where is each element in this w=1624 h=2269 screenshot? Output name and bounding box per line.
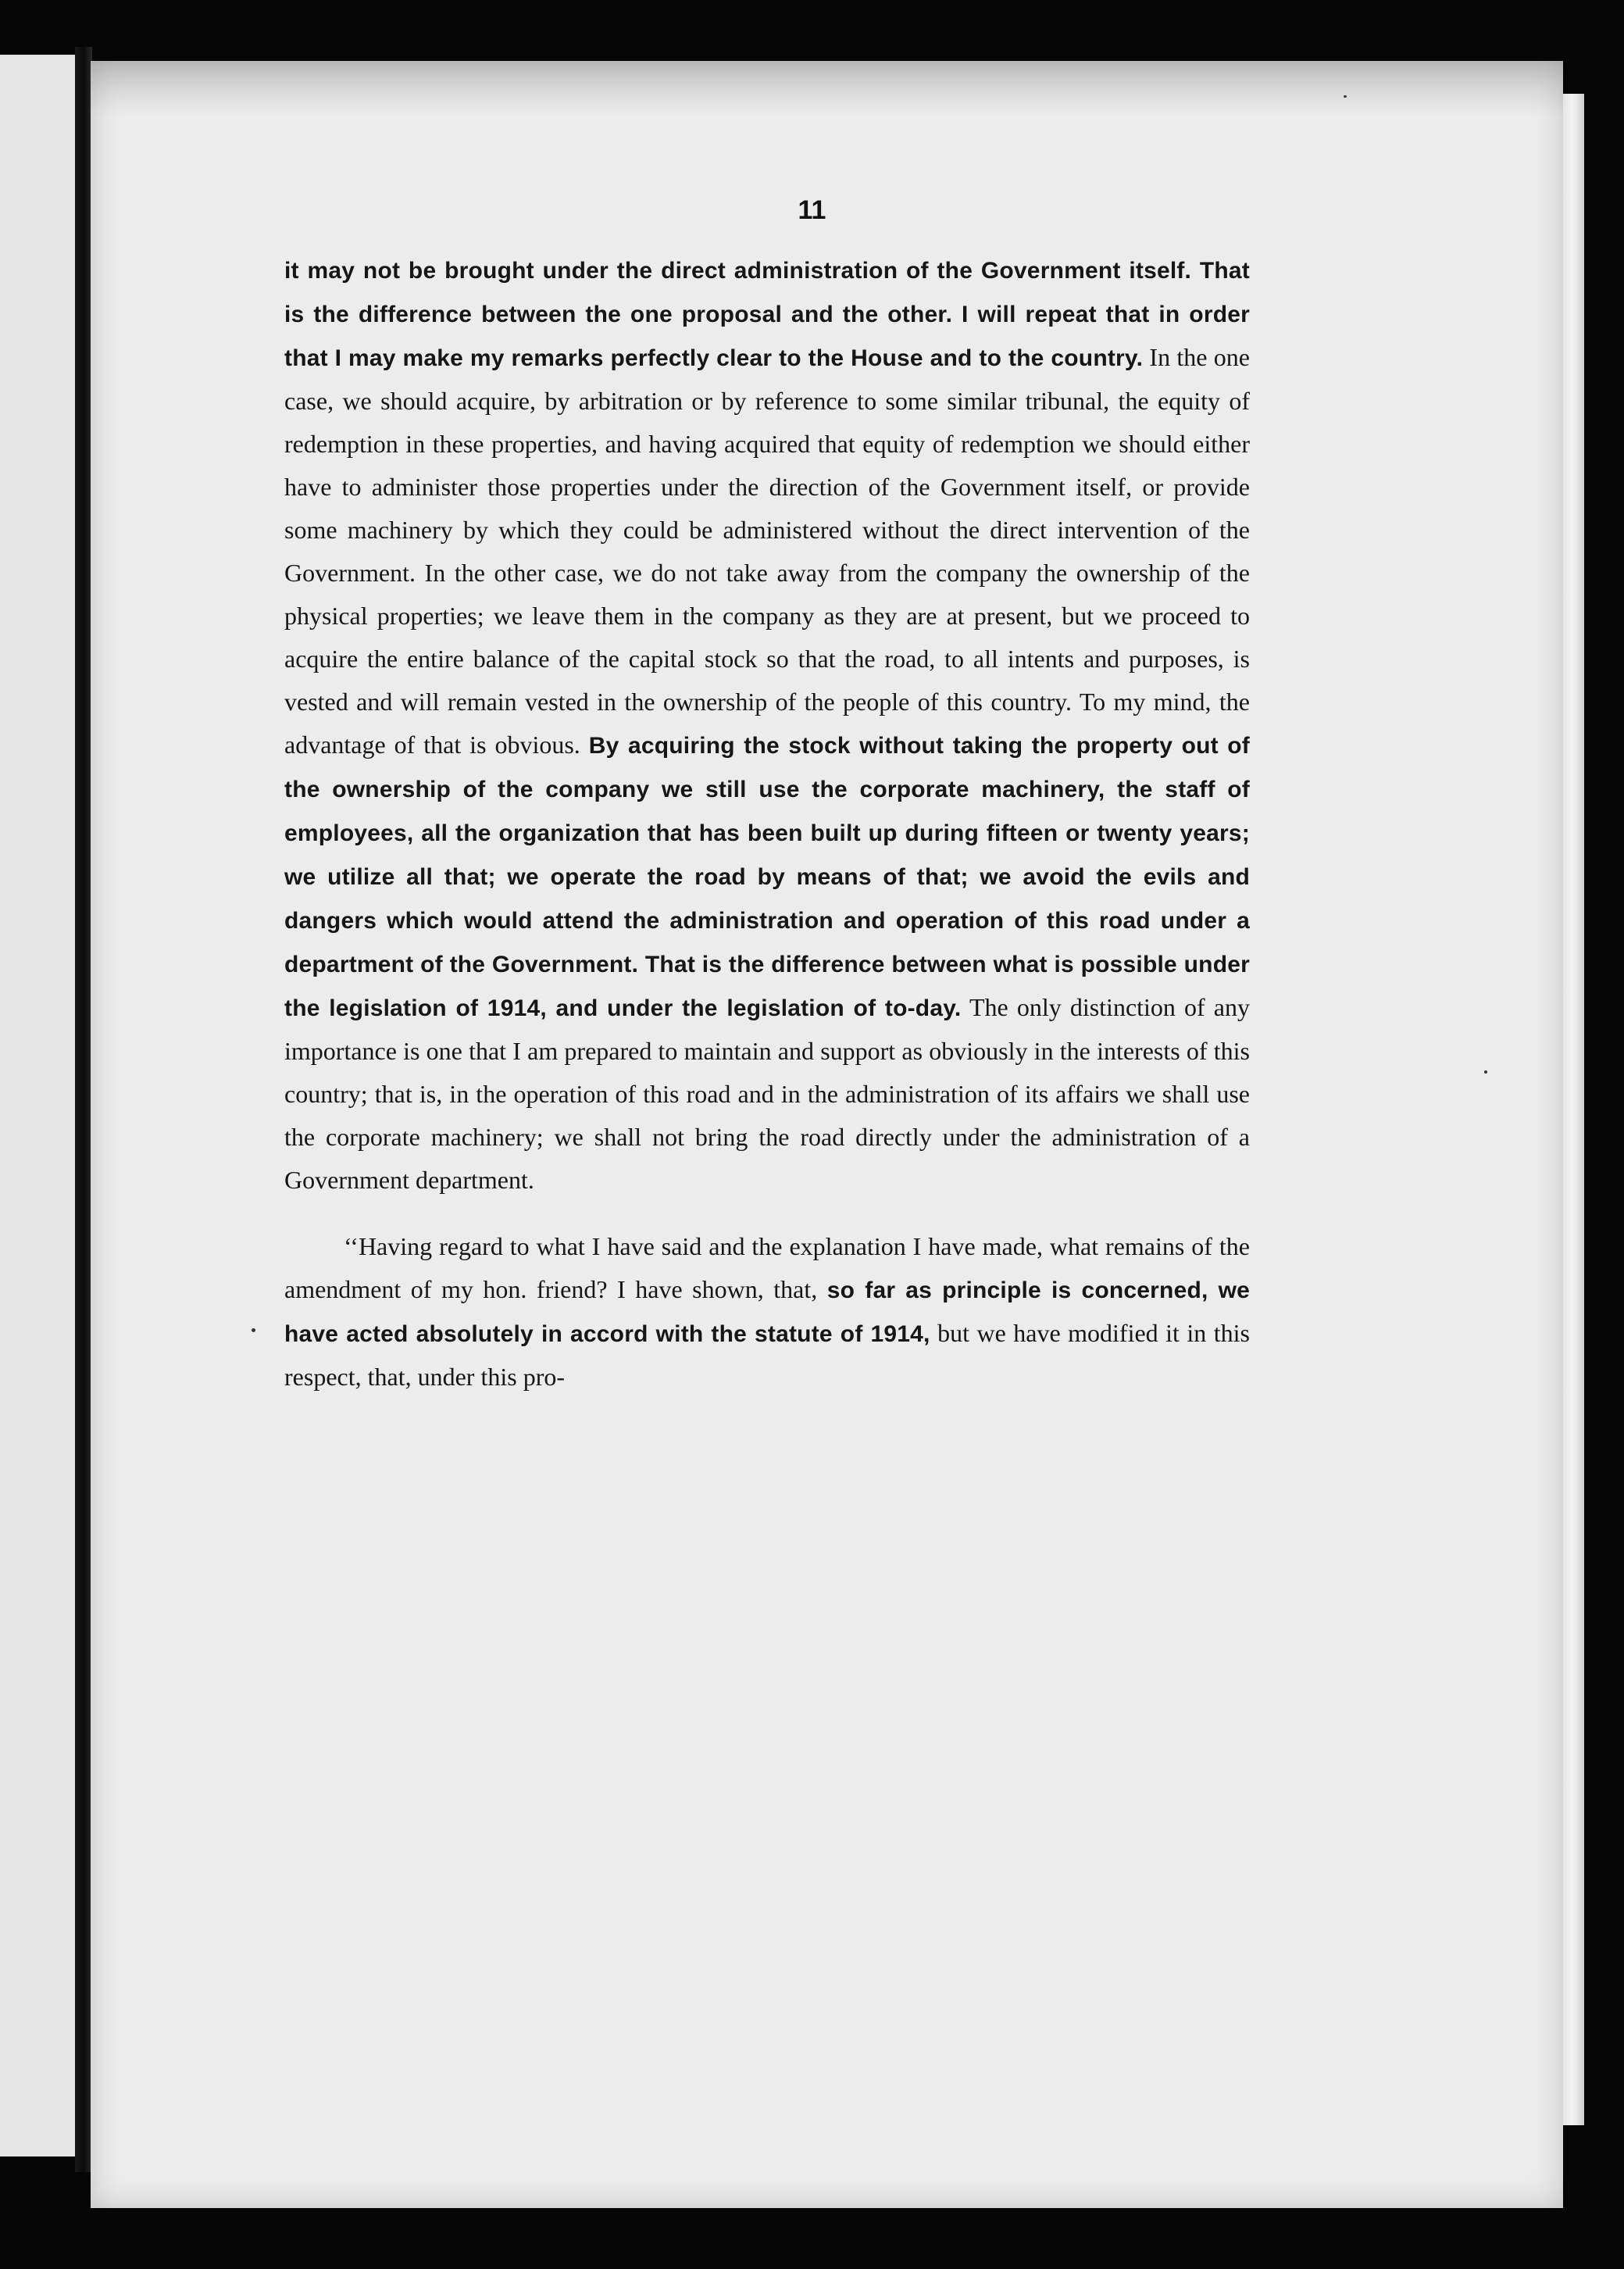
page-number: 11 bbox=[798, 195, 826, 225]
text-run: The only distinction of any importance is one that I am prepared to maintain and support as obviously in the interests of this country; that is, in the operation of this road and in the administration of its affairs we shall use the corporate machinery; we shall not bring the road directly under the administration of a Government department. bbox=[284, 993, 1251, 1194]
text-run: but we have modified it in this respect, that, under this pro- bbox=[284, 1319, 1250, 1391]
body-text bbox=[284, 248, 1250, 1399]
paragraph-1 bbox=[284, 248, 1250, 1202]
scan-speck bbox=[1484, 1070, 1487, 1074]
scan-speck bbox=[1344, 95, 1347, 98]
scan-speck bbox=[252, 1328, 255, 1332]
text-run: it may not be brought under the direct administration of the Government itself. That is the difference between the one proposal and the other. I will repeat that in order that I may make my remarks perfectly clear to the House and to the country. bbox=[284, 258, 1250, 371]
book-gutter bbox=[75, 47, 92, 2172]
text-run: ‘‘Having regard to what I have said and the explanation I have made, what remains of the amendment of my hon. friend? I have shown, that, bbox=[284, 1232, 1250, 1303]
paragraph-2 bbox=[284, 1225, 1250, 1399]
facing-page-edge bbox=[0, 55, 84, 2156]
text-run: In the one case, we should acquire, by arbitration or by reference to some similar tribunal, the equity of redemption in these properties, and having acquired that equity of redemption we should either have to administer those properties under the direction of the Government itself, or provide some machinery by which they could be administered without the direct intervention of the Government. In the other case, we do not take away from the company the ownership of the physical properties; we leave them in the company as they are at present, but we proceed to acquire the entire balance of the capital stock so that the road, to all intents and purposes, is vested and will remain vested in the ownership of the people of this country. To my mind, the advantage of that is obvious. bbox=[284, 343, 1251, 759]
text-run: By acquiring the stock without taking the property out of the ownership of the company we still use the corporate machinery, the staff of employees, all the organization that has been built up during fifteen or twenty years; we utilize all that; we operate the road by means of that; we avoid the evils and dangers which would attend the administration and operation of this road under a department of the Government. That is the difference between what is possible under the legislation of 1914, and under the legislation of to-day. bbox=[284, 733, 1250, 1021]
text-run: so far as principle is concerned, we have acted absolutely in accord with the statute of 1914, bbox=[284, 1277, 1250, 1347]
